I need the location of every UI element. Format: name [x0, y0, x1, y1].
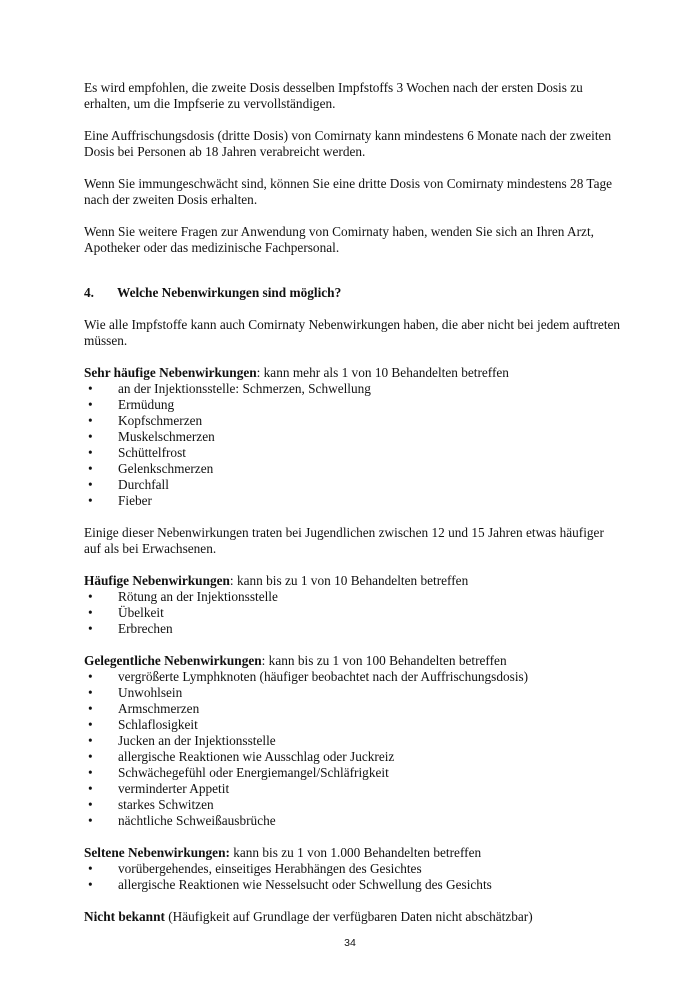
list-item	[84, 765, 624, 781]
bullet-icon: •	[88, 733, 93, 748]
list-item	[84, 749, 624, 765]
adolescent-note: Einige dieser Nebenwirkungen traten bei Jugendlichen zwischen 12 und 15 Jahren etwas häufiger auf als bei Erwachsenen.	[84, 525, 604, 556]
bullet-icon: •	[88, 605, 93, 620]
paragraph-second-dose: Es wird empfohlen, die zweite Dosis desselben Impfstoffs 3 Wochen nach der ersten Dosis zu erhalten, um die Impfserie zu vervollständigen.	[84, 80, 583, 111]
bullet-icon: •	[88, 813, 93, 828]
list-item	[84, 445, 624, 461]
list-item	[84, 669, 624, 685]
list-item-text: Schüttelfrost	[118, 445, 186, 460]
bullet-icon: •	[88, 877, 93, 892]
list-item	[84, 797, 624, 813]
section-title: Welche Nebenwirkungen sind möglich?	[117, 285, 342, 300]
list-item	[84, 605, 624, 621]
list-item	[84, 477, 624, 493]
bullet-icon: •	[88, 669, 93, 684]
not-known-heading	[84, 909, 624, 925]
bullet-icon: •	[88, 765, 93, 780]
list-item	[84, 621, 624, 637]
section-intro: Wie alle Impfstoffe kann auch Comirnaty Nebenwirkungen haben, die aber nicht bei jedem auftreten müssen.	[84, 317, 621, 348]
list-item-text: Jucken an der Injektionsstelle	[118, 733, 276, 748]
bullet-icon: •	[88, 477, 93, 492]
list-item	[84, 685, 624, 701]
list-item-text: Schwächegefühl oder Energiemangel/Schläfrigkeit	[118, 765, 389, 780]
list-item-text: Erbrechen	[118, 621, 173, 636]
bullet-icon: •	[88, 717, 93, 732]
uncommon-heading	[84, 653, 624, 669]
list-item	[84, 381, 624, 397]
list-item-text: Übelkeit	[118, 605, 164, 620]
list-item-text: Muskelschmerzen	[118, 429, 215, 444]
list-item-text: Fieber	[118, 493, 152, 508]
list-item-text: vergrößerte Lymphknoten (häufiger beobachtet nach der Auffrischungsdosis)	[118, 669, 529, 684]
list-item	[84, 733, 624, 749]
bullet-icon: •	[88, 461, 93, 476]
common-list	[84, 589, 624, 637]
bullet-icon: •	[88, 781, 93, 796]
bullet-icon: •	[88, 445, 93, 460]
list-item	[84, 589, 624, 605]
paragraph-further-questions: Wenn Sie weitere Fragen zur Anwendung von Comirnaty haben, wenden Sie sich an Ihren Arzt, Apotheker oder das medizinische Fachpersonal.	[84, 224, 594, 255]
list-item-text: Armschmerzen	[118, 701, 200, 716]
bullet-icon: •	[88, 701, 93, 716]
uncommon-desc: : kann bis zu 1 von 100 Behandelten betreffen	[261, 653, 507, 668]
list-item-text: an der Injektionsstelle: Schmerzen, Schwellung	[118, 381, 371, 396]
section-heading	[84, 285, 624, 301]
list-item-text: Ermüdung	[118, 397, 175, 412]
bullet-icon: •	[88, 621, 93, 636]
bullet-icon: •	[88, 589, 93, 604]
list-item	[84, 701, 624, 717]
bullet-icon: •	[88, 397, 93, 412]
section-number: 4.	[84, 285, 94, 300]
rare-desc: kann bis zu 1 von 1.000 Behandelten betreffen	[229, 845, 482, 860]
uncommon-list	[84, 669, 624, 829]
list-item	[84, 717, 624, 733]
list-item-text: Gelenkschmerzen	[118, 461, 214, 476]
list-item-text: allergische Reaktionen wie Nesselsucht oder Schwellung des Gesichts	[118, 877, 492, 892]
not-known-title: Nicht bekannt	[84, 909, 165, 924]
list-item-text: Kopfschmerzen	[118, 413, 203, 428]
rare-title: Seltene Nebenwirkungen:	[84, 845, 230, 860]
bullet-icon: •	[88, 749, 93, 764]
list-item-text: Unwohlsein	[118, 685, 183, 700]
common-title: Häufige Nebenwirkungen	[84, 573, 230, 588]
list-item-text: verminderter Appetit	[118, 781, 230, 796]
list-item	[84, 493, 624, 509]
bullet-icon: •	[88, 413, 93, 428]
list-item	[84, 781, 624, 797]
list-item-text: starkes Schwitzen	[118, 797, 214, 812]
bullet-icon: •	[88, 797, 93, 812]
list-item-text: allergische Reaktionen wie Ausschlag oder Juckreiz	[118, 749, 395, 764]
very-common-list	[84, 381, 624, 509]
very-common-heading	[84, 365, 624, 381]
list-item	[84, 429, 624, 445]
bullet-icon: •	[88, 685, 93, 700]
very-common-title: Sehr häufige Nebenwirkungen	[84, 365, 257, 380]
bullet-icon: •	[88, 861, 93, 876]
list-item	[84, 397, 624, 413]
list-item-text: Durchfall	[118, 477, 169, 492]
list-item	[84, 861, 624, 877]
rare-heading	[84, 845, 624, 861]
bullet-icon: •	[88, 381, 93, 396]
list-item	[84, 461, 624, 477]
list-item	[84, 413, 624, 429]
bullet-icon: •	[88, 493, 93, 508]
common-desc: : kann bis zu 1 von 10 Behandelten betreffen	[229, 573, 469, 588]
list-item	[84, 877, 624, 893]
list-item-text: vorübergehendes, einseitiges Herabhängen des Gesichtes	[118, 861, 422, 876]
very-common-desc: : kann mehr als 1 von 10 Behandelten betreffen	[256, 365, 509, 380]
not-known-desc: (Häufigkeit auf Grundlage der verfügbaren Daten nicht abschätzbar)	[164, 909, 533, 924]
common-heading	[84, 573, 624, 589]
paragraph-immunocompromised: Wenn Sie immungeschwächt sind, können Sie eine dritte Dosis von Comirnaty mindestens 28 Tage nach der zweiten Dosis erhalten.	[84, 176, 613, 207]
bullet-icon: •	[88, 429, 93, 444]
list-item-text: Schlaflosigkeit	[118, 717, 198, 732]
list-item-text: Rötung an der Injektionsstelle	[118, 589, 278, 604]
paragraph-booster-dose: Eine Auffrischungsdosis (dritte Dosis) von Comirnaty kann mindestens 6 Monate nach der zweiten Dosis bei Personen ab 18 Jahren verabreicht werden.	[84, 128, 612, 159]
page-content	[84, 80, 624, 925]
uncommon-title: Gelegentliche Nebenwirkungen	[84, 653, 262, 668]
rare-list	[84, 861, 624, 893]
page-number: 34	[344, 937, 356, 949]
list-item-text: nächtliche Schweißausbrüche	[118, 813, 276, 828]
list-item	[84, 813, 624, 829]
